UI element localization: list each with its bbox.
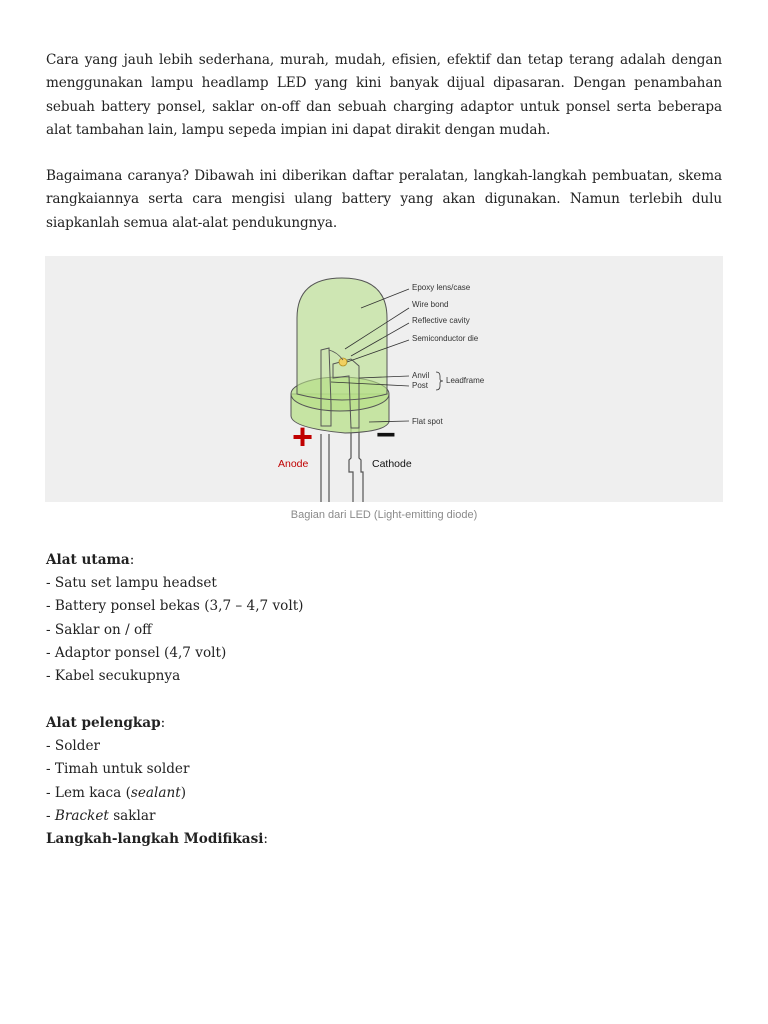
label-anvil: Anvil [412,371,430,380]
list-item: - Saklar on / off [46,621,152,638]
label-wire-bond: Wire bond [412,300,449,309]
supporting-tools-heading: Alat pelengkap: [46,715,166,731]
list-item: - Battery ponsel bekas (3,7 – 4,7 volt) [46,598,304,615]
list-item: - Adaptor ponsel (4,7 volt) [46,644,227,661]
label-leadframe: Leadframe [446,376,485,385]
label-semiconductor-die: Semiconductor die [412,334,479,343]
list-item: - Lem kaca (sealant) [46,784,186,801]
label-anode: Anode [278,458,309,470]
instructions-paragraph: Bagaimana caranya? Dibawah ini diberikan daftar peralatan, langkah-langkah pembuatan, skema rangkaiannya serta cara mengisi ulang battery yang akan digunakan. Namun terlebih dulu siapkanlah semua alat-alat pendukungnya. [46,168,722,231]
leadframe-brace [436,372,443,390]
main-tools-heading: Alat utama: [46,552,135,568]
label-reflective-cavity: Reflective cavity [412,316,470,325]
figure-caption: Bagian dari LED (Light-emitting diode) [290,509,478,521]
cathode-minus-sign: − [376,416,396,454]
list-item: - Solder [46,738,101,755]
led-diagram-figure [45,256,723,502]
supporting-tools-list [46,712,268,851]
modification-steps-heading: Langkah-langkah Modifikasi: [46,831,269,848]
label-flat-spot: Flat spot [412,417,443,426]
anode-plus-sign: + [292,416,314,457]
label-cathode: Cathode [372,458,412,470]
intro-paragraph: Cara yang jauh lebih sederhana, murah, mudah, efisien, efektif dan tetap terang adalah dengan menggunakan lampu headlamp LED yang kini banyak dijual dipasaran. Dengan penambahan sebuah battery ponsel, saklar on-off dan sebuah charging adaptor untuk ponsel serta beberapa alat tambahan lain, lampu sepeda impian ini dapat dirakit dengan mudah. [46,52,722,138]
main-tools-list [46,549,303,688]
cathode-leg-right-edge [359,426,363,502]
list-item: - Bracket saklar [46,807,156,824]
led-diagram [45,256,723,502]
led-epoxy-dome [297,278,387,400]
label-post: Post [412,381,429,390]
semiconductor-die-dot [339,358,347,366]
list-item: - Satu set lampu headset [46,575,217,592]
cathode-leg-left-edge [349,426,353,502]
list-item: - Timah untuk solder [46,761,190,778]
label-epoxy: Epoxy lens/case [412,283,471,292]
list-item: - Kabel secukupnya [46,668,181,685]
